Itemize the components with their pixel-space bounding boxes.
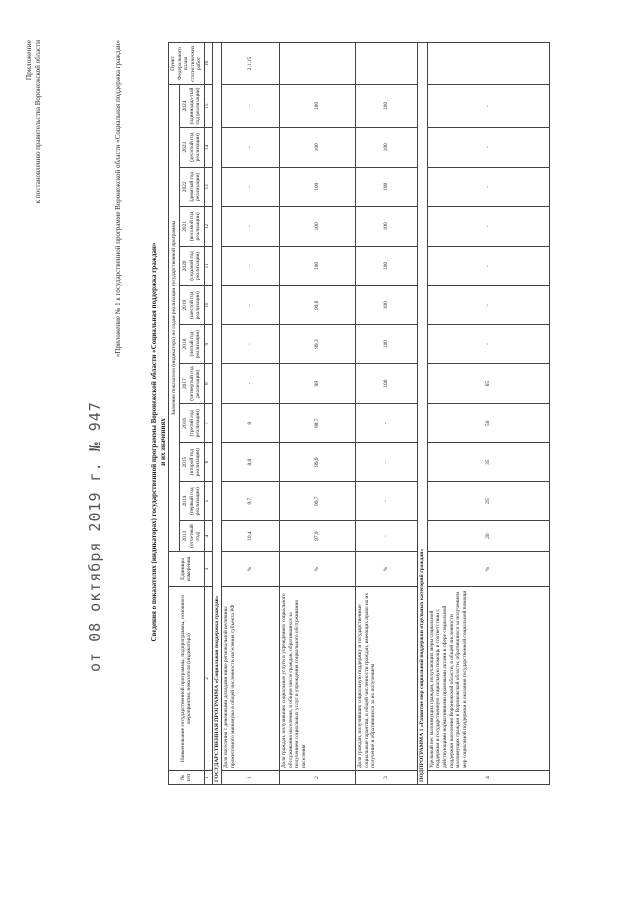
year-note: (одиннадца-тый год реализации) [188, 87, 202, 125]
value-cell: - [427, 207, 549, 247]
year-note: (второй год реализации) [188, 448, 202, 477]
column-number: 2 [204, 587, 212, 771]
header-values: Значения показателя (индикатора) по годам реализации государственной программы [169, 85, 180, 552]
value-cell: 8 [222, 404, 280, 443]
indicator-name: Доля граждан, получивших социальные услуги в учреждениях социального обслуживания населения, в общем числе граждан, обратившихся за получением социальных услуг в учреждения социального обслуживания населения [280, 587, 356, 771]
value-cell: 100 [280, 85, 356, 128]
unit-cell: % [222, 552, 280, 587]
value-cell: 9,7 [222, 482, 280, 521]
column-number: 12 [204, 207, 212, 247]
value-cell: 100 [356, 363, 418, 404]
column-number: 6 [204, 443, 212, 482]
table-row [222, 43, 280, 785]
unit-cell: % [427, 552, 549, 587]
year-value: 2023 [181, 141, 188, 153]
indicators-table [168, 42, 550, 785]
value-cell: 100 [280, 246, 356, 286]
value-cell: - [356, 404, 418, 443]
row-number: 4 [427, 771, 549, 785]
column-number: 3 [204, 552, 212, 587]
value-cell: 99,3 [280, 325, 356, 364]
year-note: (восьмой год реализации) [188, 211, 202, 242]
year-header [179, 246, 204, 286]
value-cell: - [427, 325, 549, 364]
value-cell: 100 [280, 128, 356, 168]
year-header [179, 207, 204, 247]
table-row [280, 43, 356, 785]
year-header [179, 128, 204, 168]
year-header [179, 325, 204, 364]
section-row-subprogram [418, 43, 428, 785]
year-header [179, 482, 204, 521]
row-number: 1 [222, 771, 280, 785]
column-number: 1 [204, 771, 212, 785]
value-cell: - [222, 363, 280, 404]
table-header-row [169, 43, 180, 785]
value-cell: - [356, 521, 418, 552]
header-stat-point: Пункт Федерального плана статистических работ [169, 43, 205, 85]
section-subprogram-title: ПОДПРОГРАММА 1 «Развитие мер социальной поддержки отдельных категорий граждан» [418, 43, 428, 785]
column-number: 10 [204, 286, 212, 325]
year-value: 2013 [181, 530, 188, 542]
value-cell: - [222, 128, 280, 168]
document-title [150, 102, 168, 782]
value-cell: - [356, 482, 418, 521]
value-cell: - [427, 286, 549, 325]
stat-point-cell [280, 43, 356, 85]
year-note: (третий год реализации) [188, 409, 202, 438]
column-number: 16 [204, 43, 212, 85]
year-header [179, 443, 204, 482]
value-cell: 100 [356, 207, 418, 247]
value-cell: - [222, 286, 280, 325]
year-header [179, 85, 204, 128]
year-header [179, 521, 204, 552]
value-cell: - [427, 85, 549, 128]
table-row [356, 43, 418, 785]
year-note: (девятый год реализации) [188, 172, 202, 202]
year-value: 2017 [181, 378, 188, 390]
value-cell: 98,7 [280, 404, 356, 443]
year-note: (отчетный год) [188, 524, 202, 548]
column-number: 9 [204, 325, 212, 364]
value-cell: 99,7 [280, 482, 356, 521]
column-number: 7 [204, 404, 212, 443]
value-cell: 99 [280, 363, 356, 404]
column-number: 13 [204, 167, 212, 207]
value-cell: 8,8 [222, 443, 280, 482]
column-number: 11 [204, 246, 212, 286]
year-value: 2015 [181, 456, 188, 468]
title-line-1: Сведения о показателях (индикаторах) государственной программы Воронежской области «Социальная поддержка граждан» [150, 242, 158, 642]
decree-reference: к постановлению правительства Воронежской области [34, 40, 42, 204]
column-number: 5 [204, 482, 212, 521]
section-program-title: ГОСУДАРСТВЕННАЯ ПРОГРАММА «Социальная поддержка граждан» [212, 43, 222, 785]
value-cell: 100 [280, 207, 356, 247]
table-row [427, 43, 549, 785]
column-number: 14 [204, 128, 212, 168]
year-header [179, 167, 204, 207]
stat-point-cell [356, 43, 418, 85]
appendix-label: Приложение [24, 40, 33, 81]
value-cell: 100 [356, 128, 418, 168]
year-note: (седьмой год реализации) [188, 251, 202, 281]
value-cell: - [222, 85, 280, 128]
stat-point-cell [427, 43, 549, 85]
indicator-name: Доля населения с денежными доходами ниже региональной величины прожиточного минимума в общей численности населения субъекта РФ [222, 587, 280, 771]
row-number: 2 [280, 771, 356, 785]
value-cell: - [427, 167, 549, 207]
year-value: 2019 [181, 299, 188, 311]
value-cell: - [427, 246, 549, 286]
value-cell: - [356, 443, 418, 482]
value-cell: 100 [280, 167, 356, 207]
date-stamp: от 08 октября 2019 г. № 947 [86, 401, 104, 672]
section-row-program [212, 43, 222, 785]
value-cell: 100 [356, 286, 418, 325]
value-cell: 100 [356, 246, 418, 286]
year-note: (шестой год реализации) [188, 291, 202, 320]
value-cell: - [222, 167, 280, 207]
value-cell: 25 [427, 482, 549, 521]
year-value: 2016 [181, 417, 188, 429]
value-cell: 100 [356, 167, 418, 207]
year-value: 2022 [181, 181, 188, 193]
value-cell: 50 [427, 404, 549, 443]
year-value: 2021 [181, 220, 188, 232]
value-cell: 100 [356, 325, 418, 364]
value-cell: 97,9 [280, 521, 356, 552]
value-cell: 65 [427, 363, 549, 404]
value-cell: 100 [356, 85, 418, 128]
row-number: 3 [356, 771, 418, 785]
title-line-2: и их значениях [159, 418, 167, 466]
value-cell: 99,9 [280, 443, 356, 482]
year-note: (пятый год реализации) [188, 330, 202, 359]
indicator-name: Удельный вес малоимущих граждан, получающих меры социальной поддержки и государственную социальную помощь в соответствии с действующими нормативными правовыми актами в сфере социальной поддержки населения Воронежской области, в общей численности малоимущих граждан в Воронежской области, обратившихся за получением мер социальной поддержки и оказания государственной социальной помощи [427, 587, 549, 771]
year-header [179, 286, 204, 325]
value-cell: 20 [427, 521, 549, 552]
value-cell: - [222, 325, 280, 364]
value-cell: 35 [427, 443, 549, 482]
column-numbers-row [204, 43, 212, 785]
year-note: (первый год реализации) [188, 487, 202, 516]
unit-cell: % [280, 552, 356, 587]
column-number: 8 [204, 363, 212, 404]
year-header [179, 404, 204, 443]
value-cell: - [222, 246, 280, 286]
year-value: 2020 [181, 260, 188, 272]
header-name: Наименование государственной программы, подпрограммы, основного мероприятия, показателя (индикатора) [169, 587, 205, 771]
stat-point-cell: 2.1.15 [222, 43, 280, 85]
table-body [204, 43, 549, 785]
year-value: 2024 [181, 100, 188, 112]
unit-cell: % [356, 552, 418, 587]
value-cell: - [427, 128, 549, 168]
column-number: 4 [204, 521, 212, 552]
value-cell: - [222, 207, 280, 247]
indicator-name: Доля граждан, получивших социальную поддержку и государственные социальные гарантии, в общей численности граждан, имеющих право на их получение и обратившихся за их получением [356, 587, 418, 771]
value-cell: 10,4 [222, 521, 280, 552]
year-header [179, 363, 204, 404]
header-unit: Единицы измерения [169, 552, 205, 587]
header-number: № п/п [169, 771, 205, 785]
year-value: 2014 [181, 495, 188, 507]
column-number: 15 [204, 85, 212, 128]
year-value: 2018 [181, 338, 188, 350]
year-note: (десятый год реализации) [188, 132, 202, 163]
annex-reference: «Приложение № 1 к государственной программе Воронежской области «Социальная поддержка граждан» [114, 40, 122, 358]
year-note: (четвертый год реализации) [188, 366, 202, 401]
value-cell: 99,6 [280, 286, 356, 325]
